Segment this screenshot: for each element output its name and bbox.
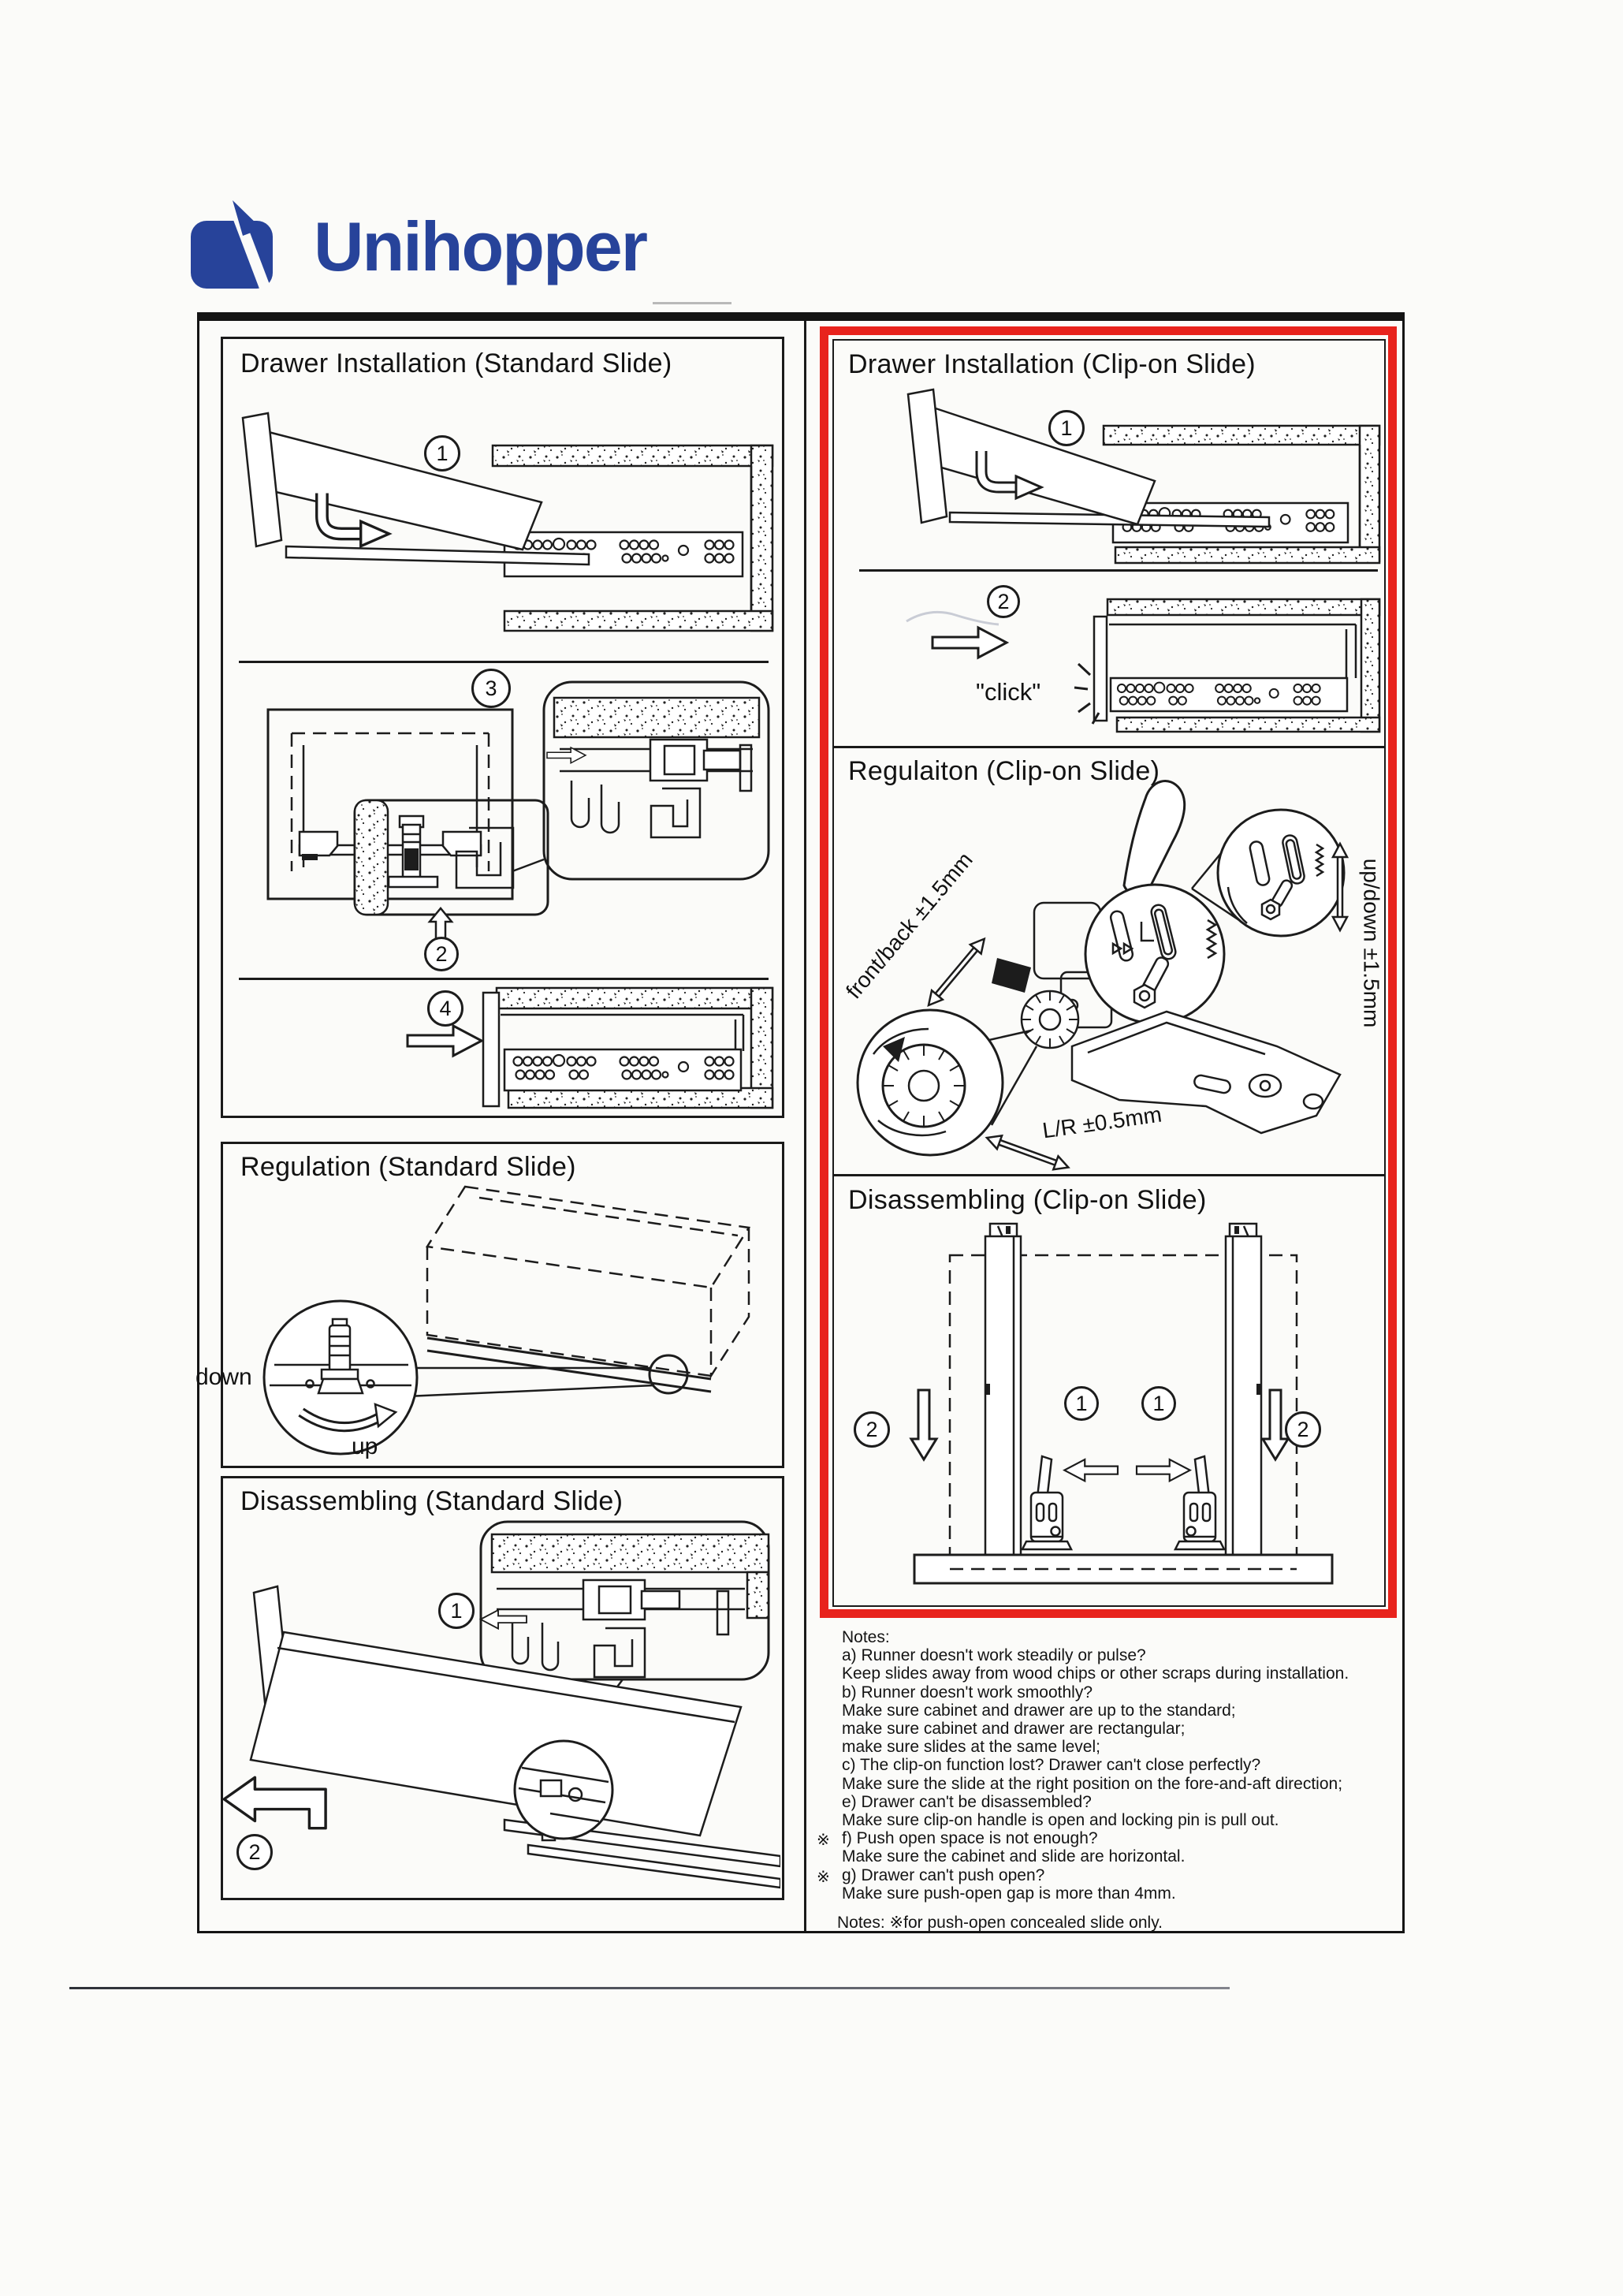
mechanism-detail-box [481, 1522, 769, 1679]
label-click: "click" [976, 678, 1041, 706]
connector-line [512, 859, 544, 871]
note-marker: ※ [817, 1869, 830, 1886]
label-front-back: front/back ±1.5mm [841, 847, 977, 1004]
panel-title-std-install: Drawer Installation (Standard Slide) [240, 348, 672, 378]
step-circle: 2 [424, 937, 459, 971]
lr-magnifier [858, 1010, 1003, 1155]
note-footer [837, 1914, 1163, 1931]
cabinet-front-view [268, 710, 512, 899]
section-divider [834, 1174, 1384, 1176]
note-line: f) Push open space is not enough? [842, 1829, 1098, 1847]
step-circle: 1 [1141, 1386, 1176, 1421]
pointer-line [407, 1385, 654, 1396]
std-regulation-diagram [229, 1171, 780, 1466]
step-divider [239, 661, 769, 663]
label-up: up [352, 1433, 378, 1459]
front-rail [427, 1338, 711, 1379]
step-circle: 3 [471, 669, 511, 708]
brand-wordmark: Unihopper [314, 207, 646, 285]
right-slide-rail [1226, 1224, 1261, 1567]
slide-rail [1111, 678, 1347, 711]
step-circle: 1 [438, 1593, 475, 1629]
drawer-tilted [243, 413, 542, 550]
note-line: Make sure the cabinet and slide are horizontal. [842, 1847, 1186, 1866]
note-line: Keep slides away from wood chips or other scraps during installation. [842, 1664, 1349, 1683]
note-line: Make sure push-open gap is more than 4mm. [842, 1884, 1176, 1903]
note-line: e) Drawer can't be disassembled? [842, 1793, 1092, 1811]
clip-install-step2-diagram [839, 583, 1383, 741]
label-lr: L/R ±0.5mm [1040, 1101, 1163, 1143]
note-line: c) The clip-on function lost? Drawer can't close perfectly? [842, 1756, 1261, 1774]
clip-disassembling-diagram [867, 1218, 1387, 1589]
scan-smudge [653, 302, 731, 304]
corner-magnifier [515, 1741, 612, 1839]
updown-magnifier [1218, 810, 1344, 936]
note-footer-marker: ※ [889, 1914, 904, 1932]
panel-title-clip-regulation: Regulaiton (Clip-on Slide) [848, 756, 1160, 786]
column-divider [804, 321, 806, 1931]
note-marker: ※ [817, 1832, 830, 1849]
panel-title-std-regulation: Regulation (Standard Slide) [240, 1152, 576, 1182]
drawer-tilted-3d [251, 1586, 780, 1888]
std-install-step1-diagram [233, 382, 776, 654]
std-disassembling-arrow2 [222, 1776, 341, 1832]
label-down: down [195, 1364, 252, 1390]
note-line: make sure cabinet and drawer are rectangular; [842, 1720, 1186, 1738]
step-circle: 2 [1285, 1411, 1321, 1448]
step-circle: 2 [854, 1411, 890, 1448]
drawer-tilted [908, 390, 1155, 524]
clip-install-step1-diagram [839, 347, 1383, 576]
step-circle: 1 [424, 435, 460, 472]
step-circle: 2 [236, 1834, 273, 1870]
slide-rail [504, 1049, 741, 1090]
section-divider [834, 746, 1384, 748]
mechanism-detail-box [544, 682, 769, 879]
step-circle: 4 [427, 990, 463, 1027]
panel-title-std-disassembling: Disassembling (Standard Slide) [240, 1486, 624, 1516]
note-line: make sure slides at the same level; [842, 1738, 1100, 1756]
note-footer-text: for push-open concealed slide only. [903, 1914, 1163, 1932]
note-line: a) Runner doesn't work steadily or pulse? [842, 1646, 1146, 1664]
release-lever [1124, 781, 1185, 896]
step-divider [239, 978, 769, 980]
note-line: g) Drawer can't push open? [842, 1866, 1045, 1884]
label-up-down: up/down ±1.5mm [1359, 858, 1384, 1028]
note-line: Make sure the slide at the right position on the fore-and-aft direction; [842, 1775, 1343, 1793]
left-slide-rail [985, 1224, 1021, 1567]
step-circle: 2 [987, 585, 1020, 618]
step-circle: 1 [1048, 410, 1085, 446]
drawer-isometric [427, 1187, 749, 1393]
note-line: Make sure clip-on handle is open and locking pin is pull out. [842, 1811, 1279, 1829]
panel-title-clip-disassembling: Disassembling (Clip-on Slide) [848, 1185, 1207, 1215]
std-disassembling-diagram [229, 1514, 780, 1892]
adjuster-magnifier [264, 1301, 417, 1454]
panel-title-clip-install: Drawer Installation (Clip-on Slide) [848, 349, 1256, 379]
step-circle: 1 [1064, 1386, 1099, 1421]
note-footer-prefix: Notes: [837, 1914, 885, 1932]
std-install-step4-diagram [233, 982, 776, 1114]
adjuster-detail-box [355, 800, 548, 915]
step-divider [859, 569, 1378, 572]
note-line: b) Runner doesn't work smoothly? [842, 1683, 1093, 1702]
note-line: Make sure cabinet and drawer are up to the standard; [842, 1702, 1236, 1720]
unihopper-logo-icon [188, 199, 290, 293]
note-line: Notes: [842, 1628, 890, 1646]
pencil-smudge [906, 612, 999, 624]
std-install-step3-diagram [233, 670, 776, 971]
scan-artifact-line [69, 1987, 1230, 1989]
